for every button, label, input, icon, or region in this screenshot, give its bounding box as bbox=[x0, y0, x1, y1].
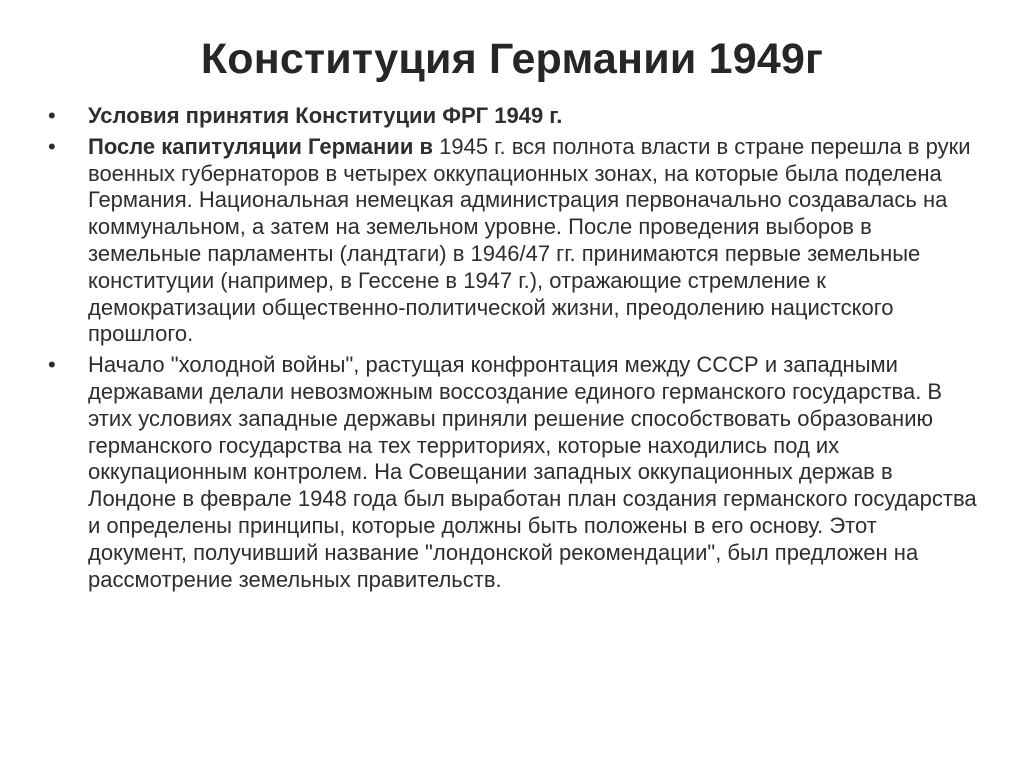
bullet-marker: • bbox=[48, 133, 56, 159]
bullet-text: Начало "холодной войны", растущая конфронтация между СССР и западными державами делали невозможным воссоздание единого германского государства. В этих условиях западные державы приняли решение способствовать образованию германского государства на тех территориях, которые находились под их оккупационным контролем. На Совещании западных оккупационных держав в Лондоне в феврале 1948 года был выработан план создания германского государства и определены принципы, которые должны быть положены в его основу. Этот документ, получивший название "лондонской рекомендации", был предложен на рассмотрение земельных правительств. bbox=[88, 352, 977, 592]
bullet-bold-text: После капитуляции Германии в bbox=[88, 133, 440, 159]
bullet-list bbox=[40, 103, 980, 597]
bullet-item-cold-war bbox=[40, 352, 980, 593]
bullet-marker: • bbox=[48, 103, 56, 128]
bullet-text: 1945 г. вся полнота власти в стране перешла в руки военных губернаторов в четырех оккупационных зонах, на которые была поделена Германия. Национальная немецкая администрация первоначально создавалась на коммунальном, а затем на земельном уровне. После проведения выборов в земельные парламенты (ландтаги) в 1946/47 гг. принимаются первые земельные конституции (например, в Гессене в 1947 г.), отражающие стремление к демократизации общественно-политической жизни, преодолению нацистского прошлого. bbox=[88, 133, 971, 347]
bullet-item-conditions bbox=[40, 103, 980, 130]
bullet-item-capitulation bbox=[40, 134, 980, 348]
slide-title: Конституция Германии 1949г bbox=[200, 35, 824, 83]
bullet-bold-text: Условия принятия Конституции ФРГ 1949 г. bbox=[88, 103, 563, 128]
bullet-marker: • bbox=[48, 352, 56, 378]
